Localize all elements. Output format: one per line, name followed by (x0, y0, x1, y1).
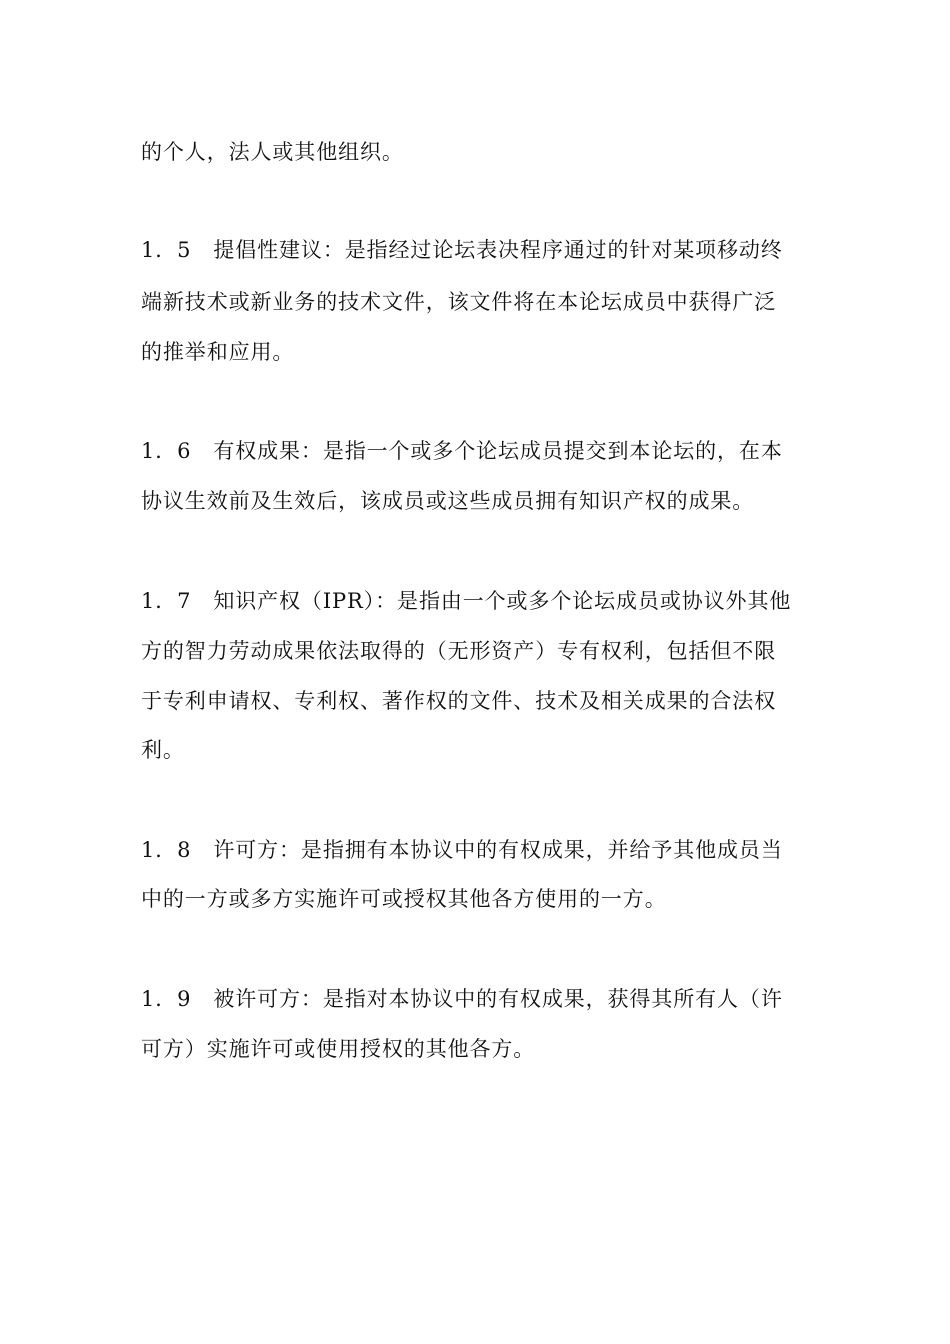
clause-1-8-line-2: 中的一方或多方实施许可或授权其他各方使用的一方。 (141, 887, 667, 911)
clause-1-5-line-2: 端新技术或新业务的技术文件，该文件将在本论坛成员中获得广泛 (141, 290, 777, 314)
text-line-continuation: 的个人，法人或其他组织。 (141, 140, 404, 164)
clause-1-7-line-2: 方的智力劳动成果依法取得的（无形资产）专有权利，包括但不限 (141, 639, 777, 663)
clause-1-5-line-1: 1．5 提倡性建议：是指经过论坛表决程序通过的针对某项移动终 (141, 238, 783, 262)
clause-1-9-line-1: 1．9 被许可方：是指对本协议中的有权成果，获得其所有人（许 (141, 987, 783, 1011)
clause-1-5-line-3: 的推举和应用。 (141, 340, 295, 364)
clause-1-7-line-1: 1．7 知识产权（IPR）：是指由一个或多个论坛成员或协议外其他 (141, 589, 792, 613)
clause-1-7-line-4: 利。 (141, 738, 185, 762)
clause-1-6-line-2: 协议生效前及生效后，该成员或这些成员拥有知识产权的成果。 (141, 489, 755, 513)
clause-1-8-line-1: 1．8 许可方：是指拥有本协议中的有权成果，并给予其他成员当 (141, 838, 783, 862)
clause-1-6-line-1: 1．6 有权成果：是指一个或多个论坛成员提交到本论坛的，在本 (141, 439, 783, 463)
clause-1-9-line-2: 可方）实施许可或使用授权的其他各方。 (141, 1037, 536, 1061)
clause-1-7-line-3: 于专利申请权、专利权、著作权的文件、技术及相关成果的合法权 (141, 689, 777, 713)
